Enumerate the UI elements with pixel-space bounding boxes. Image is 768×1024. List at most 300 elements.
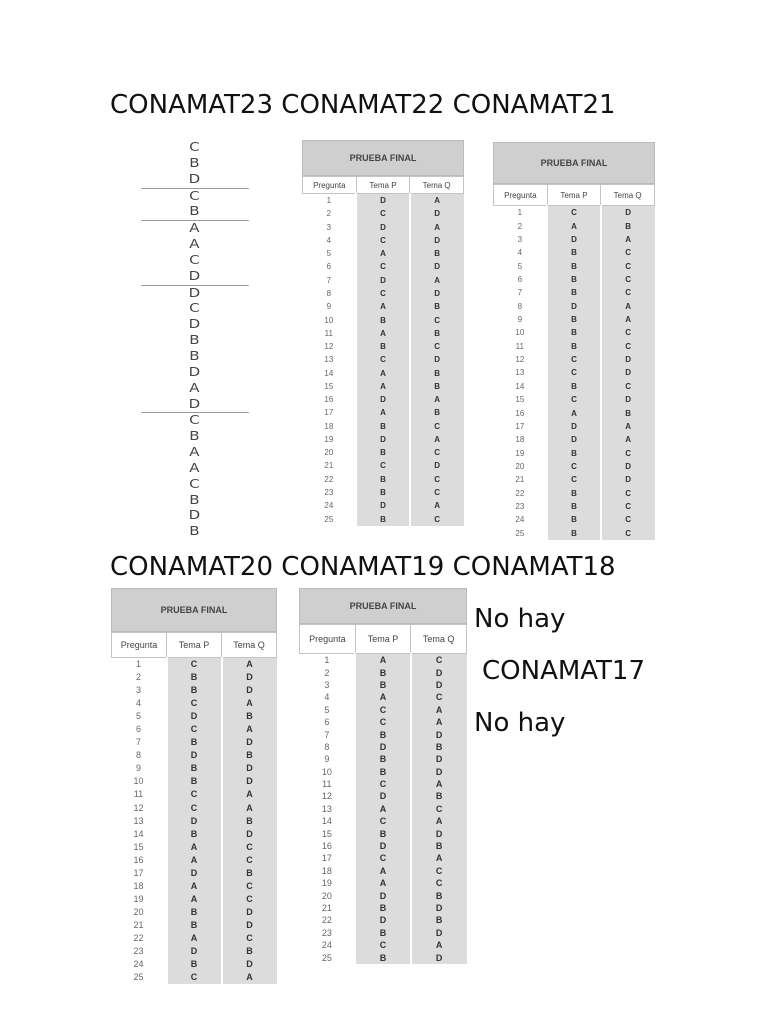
tema-q-answer: B — [410, 380, 464, 393]
tema-p-answer: D — [355, 741, 411, 753]
table-row — [300, 865, 467, 877]
answer-item: B — [189, 333, 201, 348]
table-row — [112, 710, 277, 723]
tema-q-answer: A — [222, 802, 277, 815]
tema-p-answer: B — [167, 958, 222, 971]
question-number: 11 — [300, 778, 356, 790]
table-row — [494, 313, 655, 326]
tema-q-answer: A — [601, 433, 655, 446]
question-number: 2 — [494, 219, 548, 232]
col-header-pregunta: Pregunta — [303, 177, 357, 194]
question-number: 18 — [300, 865, 356, 877]
table-row — [300, 902, 467, 914]
table-row — [300, 679, 467, 691]
answer-item: C — [189, 252, 201, 267]
question-number: 1 — [112, 658, 167, 672]
tema-p-answer: B — [167, 828, 222, 841]
tema-q-answer: D — [601, 393, 655, 406]
table-row — [303, 366, 464, 379]
table-row — [303, 406, 464, 419]
table-row — [303, 486, 464, 499]
top-title: CONAMAT23 CONAMAT22 CONAMAT21 — [110, 90, 616, 120]
tema-p-answer: D — [356, 433, 410, 446]
table-row — [112, 906, 277, 919]
tema-p-answer: A — [356, 380, 410, 393]
tema-p-answer: A — [167, 841, 222, 854]
tema-p-answer: B — [547, 326, 601, 339]
col-header-tema-p: Tema P — [355, 625, 411, 654]
tema-q-answer: C — [601, 446, 655, 459]
table-row — [303, 512, 464, 525]
col-header-tema-p: Tema P — [356, 177, 410, 194]
tema-q-answer: A — [222, 723, 277, 736]
tema-q-answer: D — [222, 906, 277, 919]
question-number: 3 — [303, 221, 357, 234]
table-row — [300, 939, 467, 951]
tema-p-answer: B — [167, 762, 222, 775]
question-number: 16 — [494, 406, 548, 419]
question-number: 25 — [300, 951, 356, 963]
tema-p-answer: B — [356, 512, 410, 525]
table-row — [494, 219, 655, 232]
tema-p-answer: C — [356, 207, 410, 220]
question-number: 15 — [494, 393, 548, 406]
question-number: 18 — [303, 420, 357, 433]
tema-q-answer: C — [410, 313, 464, 326]
middle-title: CONAMAT20 CONAMAT19 CONAMAT18 — [110, 552, 616, 582]
tema-q-answer: A — [411, 815, 467, 827]
conamat19-answer-table — [299, 588, 467, 964]
question-number: 5 — [494, 259, 548, 272]
tema-p-answer: A — [167, 932, 222, 945]
table-row — [303, 313, 464, 326]
tema-q-answer: D — [411, 753, 467, 765]
question-number: 11 — [112, 788, 167, 801]
tema-p-answer: B — [167, 671, 222, 684]
tema-p-answer: D — [355, 889, 411, 901]
tema-p-answer: C — [167, 723, 222, 736]
answer-item: B — [189, 204, 201, 219]
tema-p-answer: C — [547, 353, 601, 366]
tema-q-answer: C — [601, 246, 655, 259]
tema-p-answer: B — [547, 273, 601, 286]
table-row — [303, 327, 464, 340]
tema-q-answer: D — [411, 728, 467, 740]
question-number: 22 — [303, 473, 357, 486]
tema-p-answer: A — [355, 691, 411, 703]
tema-q-answer: C — [411, 803, 467, 815]
table-row — [494, 393, 655, 406]
table-row — [494, 513, 655, 526]
table-row — [300, 840, 467, 852]
table-title: PRUEBA FINAL — [302, 140, 464, 176]
tema-p-answer: D — [355, 840, 411, 852]
tema-p-answer: C — [547, 393, 601, 406]
table-row — [303, 393, 464, 406]
table-row — [112, 841, 277, 854]
tema-q-answer: C — [222, 854, 277, 867]
question-number: 18 — [112, 880, 167, 893]
question-number: 9 — [303, 300, 357, 313]
tema-q-answer: D — [410, 260, 464, 273]
tema-p-answer: A — [355, 865, 411, 877]
col-header-tema-q: Tema Q — [411, 625, 467, 654]
tema-p-answer: C — [356, 287, 410, 300]
tema-p-answer: C — [355, 704, 411, 716]
table-row — [494, 273, 655, 286]
col-header-tema-q: Tema Q — [222, 633, 277, 658]
table-row — [303, 260, 464, 273]
question-number: 16 — [300, 840, 356, 852]
tema-p-answer: A — [356, 300, 410, 313]
question-number: 5 — [112, 710, 167, 723]
question-number: 5 — [303, 247, 357, 260]
tema-q-answer: D — [222, 671, 277, 684]
tema-p-answer: A — [355, 877, 411, 889]
tema-p-answer: B — [547, 340, 601, 353]
tema-q-answer: D — [411, 766, 467, 778]
tema-p-answer: A — [547, 219, 601, 232]
table-row — [303, 433, 464, 446]
tema-p-answer: B — [547, 446, 601, 459]
table-row — [300, 927, 467, 939]
table-row — [112, 971, 277, 984]
tema-q-answer: A — [411, 704, 467, 716]
tema-q-answer: B — [411, 790, 467, 802]
tema-p-answer: B — [355, 827, 411, 839]
tema-q-answer: A — [410, 393, 464, 406]
answer-item: D — [188, 268, 202, 283]
answer-item: A — [189, 445, 201, 460]
table-row — [303, 247, 464, 260]
conamat18-note: No hay — [474, 604, 566, 634]
tema-p-answer: C — [356, 234, 410, 247]
tema-q-answer: D — [601, 206, 655, 220]
table-row — [300, 704, 467, 716]
tema-p-answer: A — [355, 654, 411, 667]
table-row — [494, 527, 655, 540]
tema-q-answer: D — [411, 666, 467, 678]
tema-p-answer: B — [167, 906, 222, 919]
question-number: 2 — [303, 207, 357, 220]
question-number: 13 — [494, 366, 548, 379]
question-number: 4 — [112, 697, 167, 710]
tema-q-answer: B — [411, 741, 467, 753]
tema-p-answer: B — [355, 951, 411, 963]
tema-q-answer: C — [410, 340, 464, 353]
question-number: 15 — [112, 841, 167, 854]
tema-q-answer: D — [222, 684, 277, 697]
tema-p-answer: B — [547, 513, 601, 526]
table-row — [494, 420, 655, 433]
table-row — [303, 300, 464, 313]
conamat22-answer-table — [302, 140, 464, 526]
tema-q-answer: D — [222, 762, 277, 775]
tema-p-answer: D — [356, 274, 410, 287]
question-number: 7 — [303, 274, 357, 287]
question-number: 20 — [494, 460, 548, 473]
tema-p-answer: D — [547, 300, 601, 313]
table-row — [303, 207, 464, 220]
tema-p-answer: C — [356, 260, 410, 273]
tema-q-answer: A — [601, 313, 655, 326]
question-number: 12 — [112, 802, 167, 815]
question-number: 6 — [303, 260, 357, 273]
tema-q-answer: C — [222, 841, 277, 854]
tema-q-answer: D — [410, 287, 464, 300]
table-row — [494, 259, 655, 272]
conamat20-answer-table — [111, 588, 277, 984]
tema-q-answer: A — [601, 420, 655, 433]
question-number: 12 — [303, 340, 357, 353]
tema-p-answer: B — [547, 246, 601, 259]
table-row — [112, 671, 277, 684]
tema-q-answer: B — [410, 300, 464, 313]
question-number: 24 — [300, 939, 356, 951]
tema-q-answer: D — [601, 460, 655, 473]
question-number: 1 — [303, 194, 357, 208]
tema-q-answer: C — [410, 473, 464, 486]
table-row — [494, 487, 655, 500]
tema-q-answer: B — [222, 749, 277, 762]
question-number: 13 — [303, 353, 357, 366]
question-number: 5 — [300, 704, 356, 716]
question-number: 14 — [494, 380, 548, 393]
table-row — [300, 877, 467, 889]
question-number: 1 — [494, 206, 548, 220]
question-number: 7 — [112, 736, 167, 749]
tema-q-answer: B — [222, 815, 277, 828]
tema-p-answer: B — [355, 753, 411, 765]
answer-item: C — [189, 301, 201, 316]
answer-item: C — [189, 476, 201, 491]
table-row — [300, 741, 467, 753]
question-number: 23 — [303, 486, 357, 499]
tema-q-answer: B — [410, 327, 464, 340]
table-row — [300, 790, 467, 802]
tema-p-answer: B — [167, 684, 222, 697]
tema-q-answer: A — [411, 778, 467, 790]
tema-p-answer: A — [356, 327, 410, 340]
tema-p-answer: B — [355, 902, 411, 914]
tema-q-answer: D — [411, 827, 467, 839]
tema-p-answer: D — [355, 790, 411, 802]
question-number: 3 — [112, 684, 167, 697]
table-row — [300, 728, 467, 740]
tema-p-answer: D — [167, 710, 222, 723]
table-title: PRUEBA FINAL — [111, 588, 277, 632]
tema-q-answer: B — [222, 710, 277, 723]
tema-q-answer: A — [410, 221, 464, 234]
tema-q-answer: C — [601, 259, 655, 272]
tema-q-answer: B — [601, 219, 655, 232]
col-header-pregunta: Pregunta — [494, 185, 548, 206]
tema-p-answer: D — [167, 867, 222, 880]
tema-q-answer: D — [411, 927, 467, 939]
question-number: 8 — [494, 300, 548, 313]
tema-p-answer: B — [356, 473, 410, 486]
question-number: 13 — [300, 803, 356, 815]
question-number: 24 — [112, 958, 167, 971]
table-row — [300, 666, 467, 678]
question-number: 4 — [300, 691, 356, 703]
tema-q-answer: D — [410, 234, 464, 247]
question-number: 16 — [303, 393, 357, 406]
tema-q-answer: C — [601, 527, 655, 540]
question-number: 23 — [494, 500, 548, 513]
conamat17-label: CONAMAT17 — [482, 656, 646, 686]
question-number: 19 — [303, 433, 357, 446]
tema-p-answer: A — [355, 803, 411, 815]
question-number: 8 — [303, 287, 357, 300]
tema-p-answer: B — [356, 420, 410, 433]
question-number: 25 — [303, 512, 357, 525]
tema-p-answer: B — [547, 527, 601, 540]
question-number: 14 — [300, 815, 356, 827]
tema-p-answer: C — [355, 939, 411, 951]
tema-q-answer: C — [410, 446, 464, 459]
question-number: 23 — [112, 945, 167, 958]
tema-q-answer: B — [222, 945, 277, 958]
table-row — [303, 353, 464, 366]
question-number: 25 — [112, 971, 167, 984]
tema-p-answer: B — [547, 313, 601, 326]
col-header-tema-q: Tema Q — [410, 177, 464, 194]
question-number: 10 — [303, 313, 357, 326]
tema-q-answer: B — [410, 247, 464, 260]
tema-q-answer: A — [222, 697, 277, 710]
tema-q-answer: A — [222, 658, 277, 672]
tema-q-answer: B — [411, 914, 467, 926]
table-row — [300, 654, 467, 667]
tema-q-answer: D — [222, 919, 277, 932]
table-row — [494, 406, 655, 419]
answer-item: A — [189, 460, 201, 475]
table-row — [494, 473, 655, 486]
question-number: 7 — [300, 728, 356, 740]
answer-item: C — [141, 188, 249, 205]
tema-q-answer: C — [601, 380, 655, 393]
tema-p-answer: D — [167, 945, 222, 958]
table-row — [112, 880, 277, 893]
question-number: 24 — [303, 499, 357, 512]
tema-q-answer: D — [410, 459, 464, 472]
table-row — [303, 499, 464, 512]
question-number: 9 — [300, 753, 356, 765]
tema-p-answer: D — [356, 221, 410, 234]
question-number: 12 — [300, 790, 356, 802]
question-number: 17 — [112, 867, 167, 880]
table-row — [300, 852, 467, 864]
table-row — [494, 380, 655, 393]
tema-p-answer: D — [355, 914, 411, 926]
question-number: 4 — [494, 246, 548, 259]
question-number: 3 — [300, 679, 356, 691]
tema-p-answer: A — [356, 366, 410, 379]
tema-p-answer: C — [547, 460, 601, 473]
question-number: 21 — [494, 473, 548, 486]
conamat17-note: No hay — [474, 708, 566, 738]
question-number: 1 — [300, 654, 356, 667]
tema-q-answer: C — [601, 326, 655, 339]
tema-q-answer: A — [410, 499, 464, 512]
conamat21-answer-table — [493, 142, 655, 540]
tema-p-answer: C — [356, 459, 410, 472]
question-number: 10 — [112, 775, 167, 788]
question-number: 19 — [494, 446, 548, 459]
table-row — [300, 753, 467, 765]
tema-q-answer: D — [222, 828, 277, 841]
col-header-tema-p: Tema P — [167, 633, 222, 658]
tema-p-answer: C — [167, 788, 222, 801]
tema-p-answer: C — [547, 366, 601, 379]
table-row — [300, 951, 467, 963]
col-header-tema-p: Tema P — [547, 185, 601, 206]
tema-q-answer: D — [222, 775, 277, 788]
question-number: 6 — [112, 723, 167, 736]
tema-q-answer: C — [601, 487, 655, 500]
tema-q-answer: D — [222, 958, 277, 971]
table-row — [303, 221, 464, 234]
tema-p-answer: B — [355, 728, 411, 740]
question-number: 11 — [494, 340, 548, 353]
tema-p-answer: A — [356, 406, 410, 419]
tema-p-answer: D — [547, 433, 601, 446]
table-row — [300, 914, 467, 926]
table-row — [303, 446, 464, 459]
question-number: 8 — [112, 749, 167, 762]
tema-q-answer: D — [411, 951, 467, 963]
question-number: 2 — [300, 666, 356, 678]
tema-p-answer: B — [355, 666, 411, 678]
col-header-pregunta: Pregunta — [112, 633, 167, 658]
question-number: 10 — [300, 766, 356, 778]
question-number: 14 — [112, 828, 167, 841]
tema-q-answer: C — [410, 486, 464, 499]
tema-p-answer: C — [355, 852, 411, 864]
question-number: 4 — [303, 234, 357, 247]
answer-item: C — [141, 412, 249, 429]
tema-q-answer: A — [411, 939, 467, 951]
question-number: 22 — [300, 914, 356, 926]
table-row — [300, 803, 467, 815]
table-row — [112, 815, 277, 828]
tema-q-answer: C — [410, 512, 464, 525]
tema-p-answer: D — [167, 815, 222, 828]
tema-p-answer: D — [547, 233, 601, 246]
question-number: 15 — [300, 827, 356, 839]
table-row — [494, 233, 655, 246]
table-row — [112, 697, 277, 710]
table-row — [494, 326, 655, 339]
tema-q-answer: D — [601, 366, 655, 379]
tema-q-answer: C — [601, 273, 655, 286]
table-row — [300, 766, 467, 778]
question-number: 15 — [303, 380, 357, 393]
tema-q-answer: C — [601, 513, 655, 526]
tema-q-answer: A — [601, 300, 655, 313]
tema-p-answer: B — [355, 927, 411, 939]
table-row — [112, 867, 277, 880]
table-row — [300, 691, 467, 703]
table-row — [300, 827, 467, 839]
question-number: 13 — [112, 815, 167, 828]
tema-p-answer: C — [356, 353, 410, 366]
tema-q-answer: A — [411, 852, 467, 864]
table-row — [494, 460, 655, 473]
tema-p-answer: A — [356, 247, 410, 260]
question-number: 25 — [494, 527, 548, 540]
